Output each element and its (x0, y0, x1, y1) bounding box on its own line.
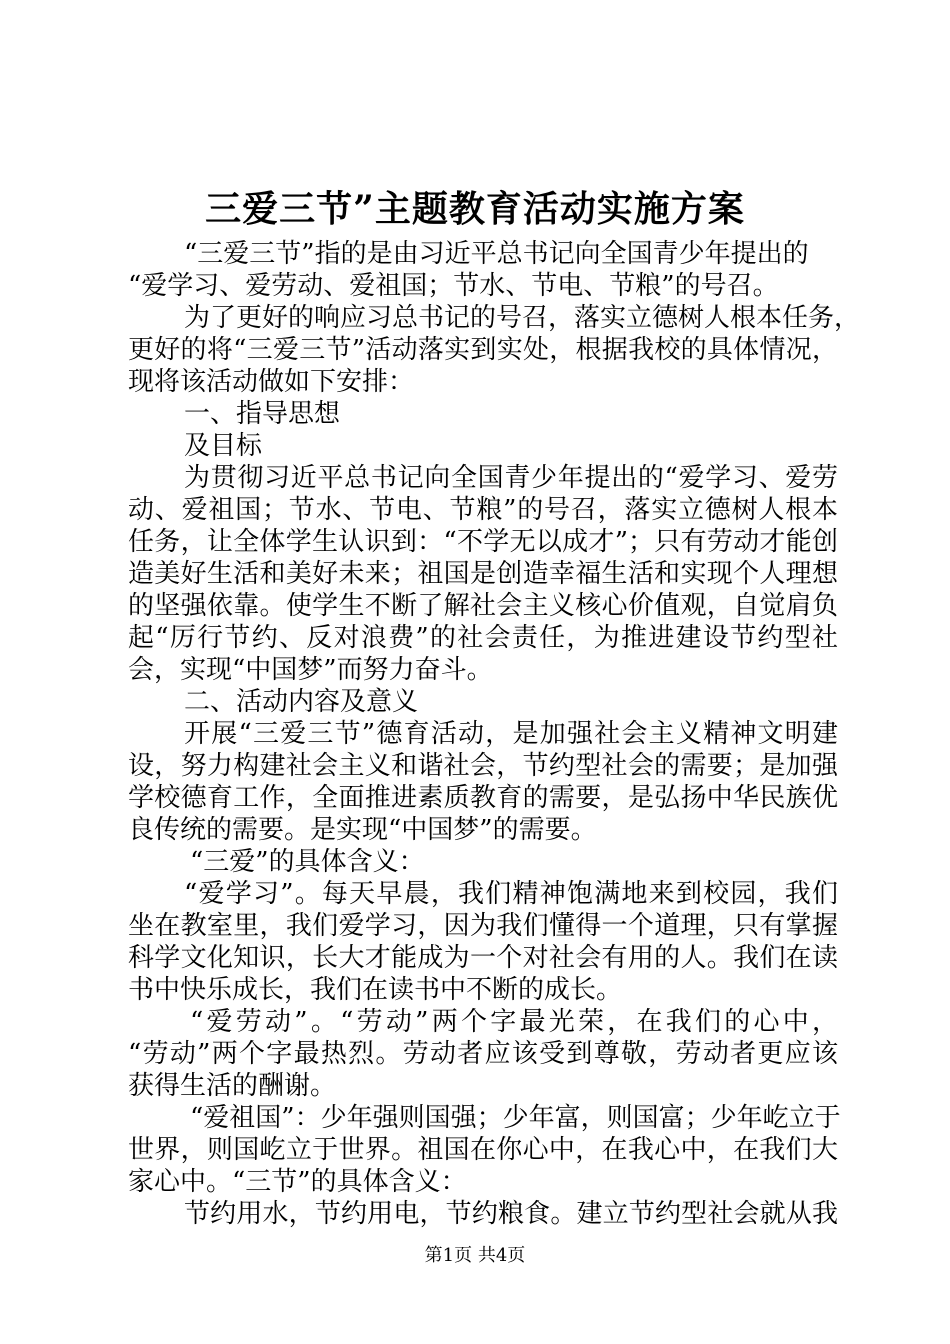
paragraph-line: 节约用水，节约用电，节约粮食。建立节约型社会就从我 (184, 1199, 838, 1229)
paragraph-line: 动、爱祖国；节水、节电、节粮”的号召，落实立德树人根本 (128, 495, 838, 525)
paragraph-line: 任务，让全体学生认识到：“不学无以成才”；只有劳动才能创 (128, 527, 838, 557)
paragraph-line: “三爱”的具体含义： (190, 847, 425, 877)
paragraph-line: “爱劳动”。“劳动”两个字最光荣，在我们的心中， (190, 1007, 838, 1037)
paragraph-line: 书中快乐成长，我们在读书中不断的成长。 (128, 975, 623, 1005)
paragraph-line: 获得生活的酬谢。 (128, 1071, 337, 1101)
paragraph-line: 为了更好的响应习总书记的号召，落实立德树人根本任务， (184, 303, 861, 333)
paragraph-line: 更好的将“三爱三节”活动落实到实处，根据我校的具体情况， (128, 335, 838, 365)
paragraph-line: 设，努力构建社会主义和谐社会，节约型社会的需要；是加强 (128, 751, 838, 781)
paragraph-line: 为贯彻习近平总书记向全国青少年提出的“爱学习、爱劳 (184, 463, 838, 493)
section-heading: 二、活动内容及意义 (184, 687, 419, 717)
paragraph-line: 世界，则国屹立于世界。祖国在你心中，在我心中，在我们大 (128, 1135, 838, 1165)
paragraph-line: “三爱三节”指的是由习近平总书记向全国青少年提出的 (184, 239, 809, 269)
paragraph-line: “爱学习、爱劳动、爱祖国；节水、节电、节粮”的号召。 (128, 271, 779, 301)
paragraph-line: “劳动”两个字最热烈。劳动者应该受到尊敬，劳动者更应该 (128, 1039, 838, 1069)
paragraph-line: 科学文化知识，长大才能成为一个对社会有用的人。我们在读 (128, 943, 838, 973)
page-footer: 第1页 共4页 (424, 1245, 526, 1266)
paragraph-line: 现将该活动做如下安排： (128, 367, 415, 397)
paragraph-line: 开展“三爱三节”德育活动，是加强社会主义精神文明建 (184, 719, 838, 749)
paragraph-line: 坐在教室里，我们爱学习，因为我们懂得一个道理，只有掌握 (128, 911, 838, 941)
section-heading: 一、指导思想 (184, 399, 341, 429)
document-title: 三爱三节”主题教育活动实施方案 (205, 188, 745, 230)
paragraph-line: 良传统的需要。是实现“中国梦”的需要。 (128, 815, 597, 845)
section-heading: 及目标 (184, 431, 263, 461)
paragraph-line: 学校德育工作，全面推进素质教育的需要，是弘扬中华民族优 (128, 783, 838, 813)
paragraph-line: “爱学习”。每天早晨，我们精神饱满地来到校园，我们 (184, 879, 838, 909)
paragraph-line: 会，实现“中国梦”而努力奋斗。 (128, 655, 493, 685)
paragraph-line: 造美好生活和美好未来；祖国是创造幸福生活和实现个人理想 (128, 559, 838, 589)
paragraph-line: “爱祖国”：少年强则国强；少年富，则国富；少年屹立于 (190, 1103, 841, 1133)
paragraph-line: 家心中。“三节”的具体含义： (128, 1167, 467, 1197)
paragraph-line: 起“厉行节约、反对浪费”的社会责任，为推进建设节约型社 (128, 623, 838, 653)
paragraph-line: 的坚强依靠。使学生不断了解社会主义核心价值观，自觉肩负 (128, 591, 838, 621)
document-body (128, 238, 861, 1230)
